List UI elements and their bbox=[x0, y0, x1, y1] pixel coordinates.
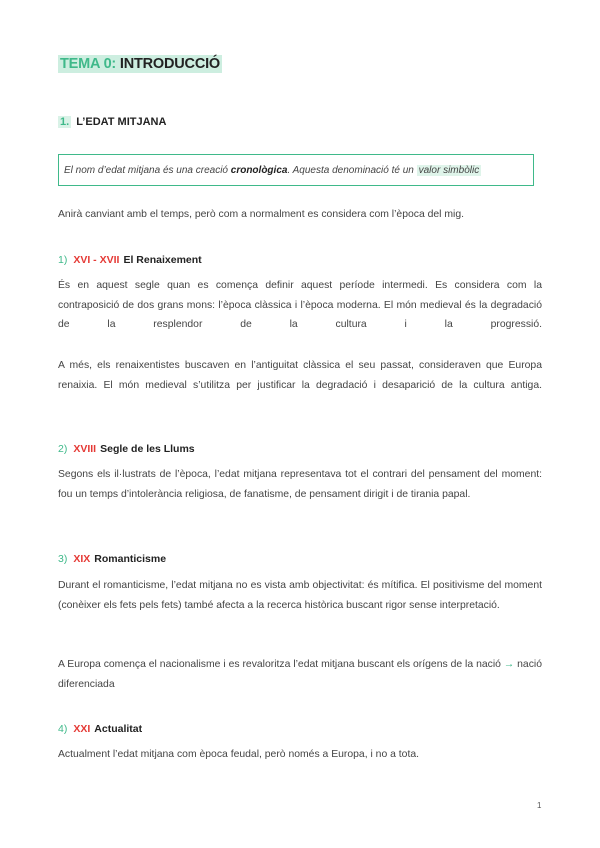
title-highlight: TEMA 0: INTRODUCCIÓ bbox=[60, 56, 221, 72]
subheading-romanticisme: 3) XIX Romanticisme bbox=[58, 553, 167, 565]
callout-highlight: valor simbòlic bbox=[418, 165, 480, 176]
callout-bold: cronològica bbox=[230, 165, 288, 176]
subheading-renaixement: 1) XVI - XVII El Renaixement bbox=[58, 254, 202, 266]
paragraph-renaixement-1: És en aquest segle quan es comença definir aquest període intermedi. Es considera com la contraposició de dos grans mons: l’època clàssica i l’època moderna. El món medieval és la degradació de la resplendor de la cultura i la progressió. bbox=[58, 280, 542, 330]
paragraph-llums: Segons els il·lustrats de l’època, l’edat mitjana representava tot el contrari del pensament del moment: fou un temps d’intolerància religiosa, de fanatisme, de pensament dirigit i de tirania papal. bbox=[58, 469, 542, 500]
paragraph-renaixement-2: A més, els renaixentistes buscaven en l’antiguitat clàssica el seu passat, consideraven que Europa renaixia. El món medieval s’utilitza per justificar la degradació i desaparició de la cultura antiga. bbox=[58, 360, 542, 391]
paragraph-romanticisme-2: A Europa comença el nacionalisme i es revaloritza l’edat mitjana buscant els orígens de la nació → nació diferenciada bbox=[58, 659, 542, 690]
section-heading bbox=[58, 116, 166, 128]
page-title bbox=[58, 56, 222, 72]
section-number: 1. bbox=[60, 116, 70, 128]
subheading-llums: 2) XVIII Segle de les Llums bbox=[58, 443, 195, 455]
arrow-icon: → bbox=[503, 659, 515, 670]
subheading-actualitat: 4) XXI Actualitat bbox=[58, 723, 143, 735]
callout-box: El nom d’edat mitjana és una creació cronològica. Aquesta denominació té un valor simbòlic bbox=[58, 154, 534, 186]
intro-paragraph: Anirà canviant amb el temps, però com a normalment es considera com l’època del mig. bbox=[58, 209, 465, 220]
paragraph-actualitat: Actualment l’edat mitjana com època feudal, però només a Europa, i no a tota. bbox=[58, 749, 419, 760]
paragraph-romanticisme-1: Durant el romanticisme, l’edat mitjana no es vista amb objectivitat: és mítifica. El positivisme del moment (conèixer els fets pels fets) també afecta a la recerca històrica buscant rigor sense interpretació. bbox=[58, 580, 542, 611]
section-title: L’EDAT MITJANA bbox=[76, 116, 167, 128]
page-number: 1 bbox=[537, 801, 542, 810]
